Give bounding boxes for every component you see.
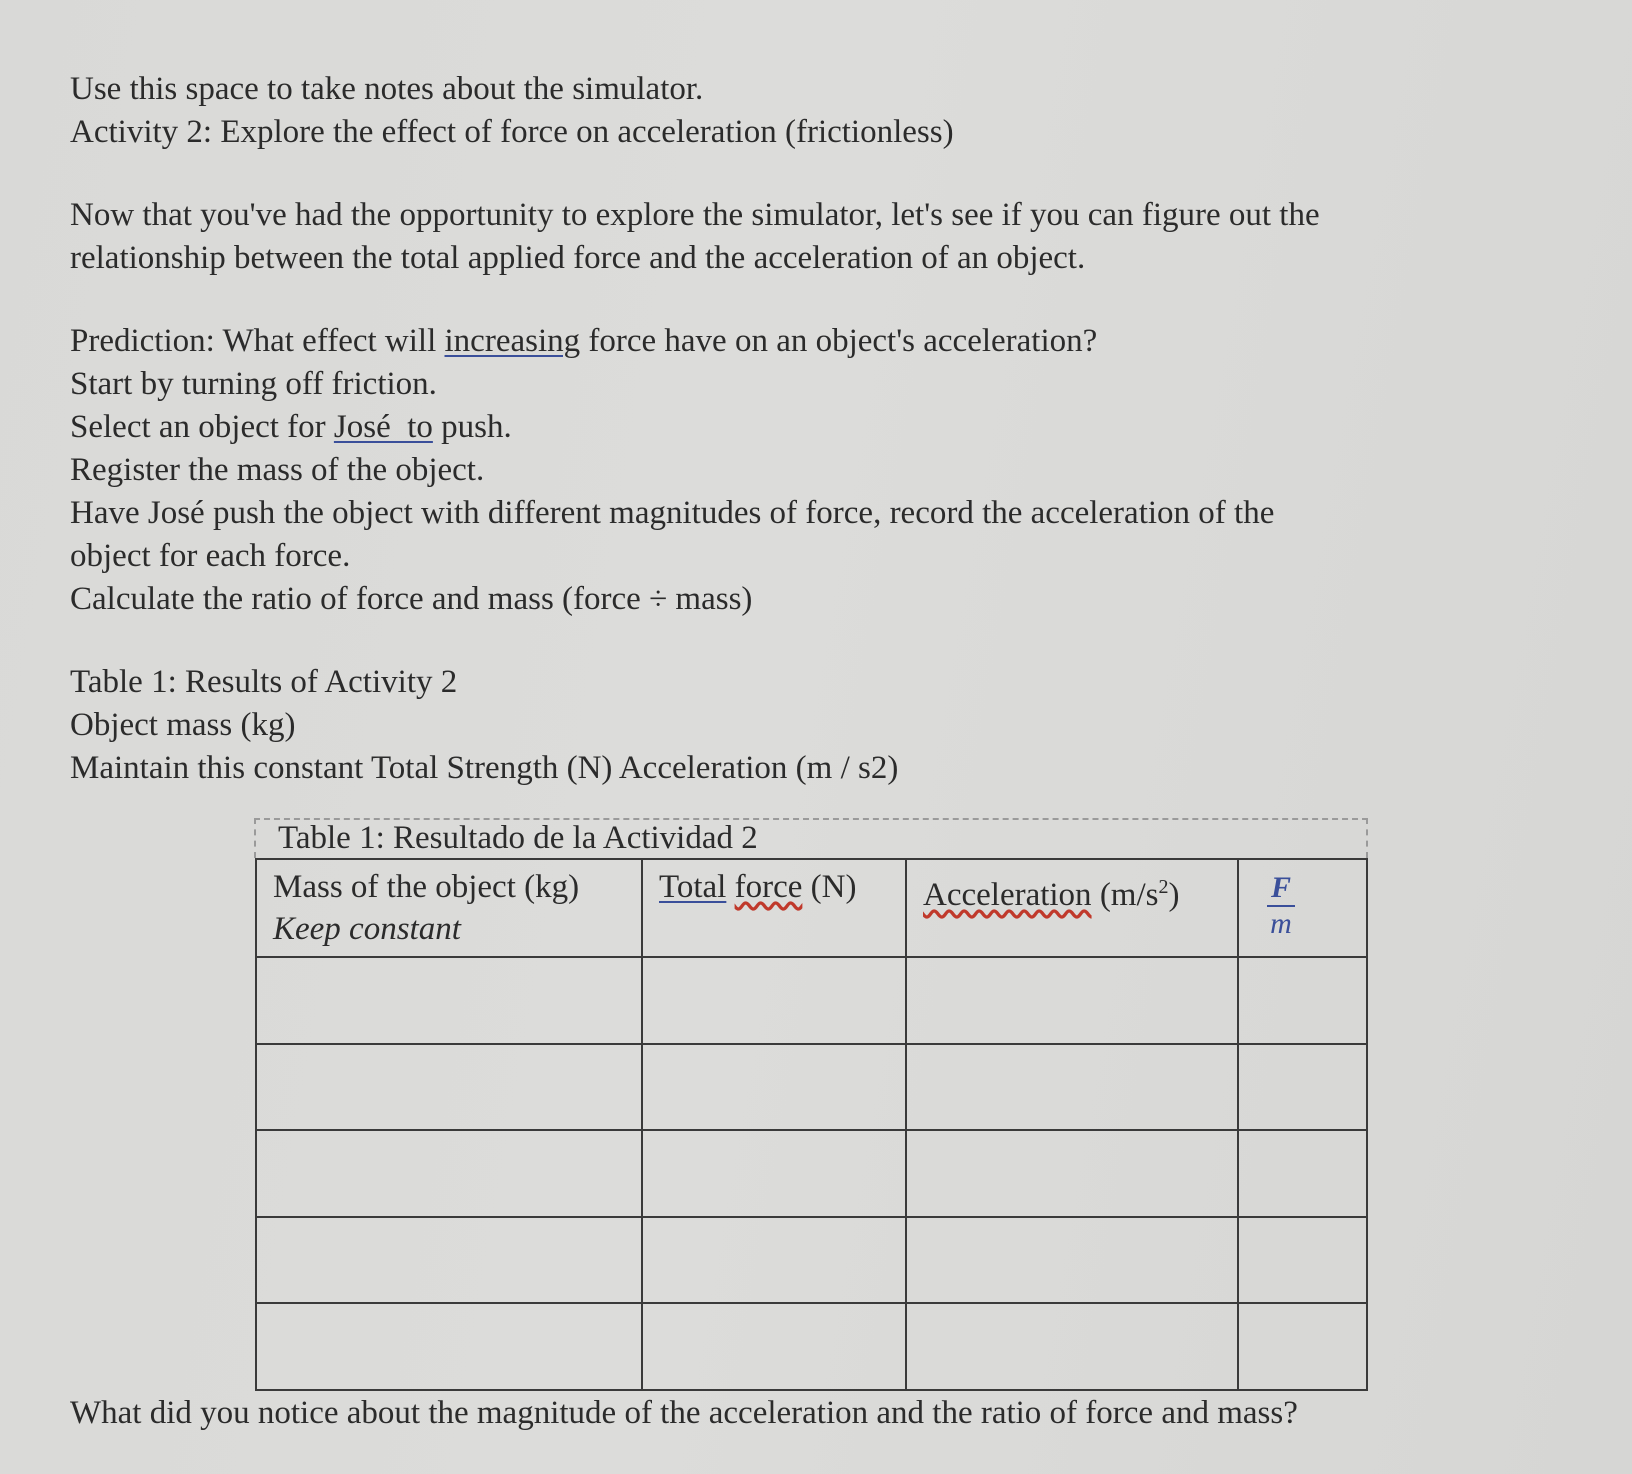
force-cell[interactable] <box>642 1130 906 1217</box>
ratio-cell[interactable] <box>1238 1217 1367 1304</box>
table-row <box>256 1217 1367 1304</box>
mass-cell[interactable] <box>256 1044 642 1131</box>
push-step-line-2: object for each force. <box>70 538 351 574</box>
table-caption-box <box>254 818 1368 858</box>
mass-cell[interactable] <box>256 1130 642 1217</box>
register-step: Register the mass of the object. <box>70 452 485 488</box>
ratio-cell[interactable] <box>1238 957 1367 1044</box>
prediction-line: Prediction: What effect will increasing force have on an object's acceleration? <box>70 323 1098 359</box>
friction-step: Start by turning off friction. <box>70 366 437 402</box>
table-notes-maintain: Maintain this constant Total Strength (N) Acceleration (m / s2) <box>70 750 899 786</box>
force-cell[interactable] <box>642 1303 906 1390</box>
mass-cell[interactable] <box>256 1217 642 1304</box>
activity-title: Activity 2: Explore the effect of force on acceleration (frictionless) <box>70 114 954 150</box>
header-force: Total force (N) <box>642 859 906 957</box>
select-step: Select an object for José to push. <box>70 409 512 445</box>
select-underlined: José to <box>333 409 433 445</box>
table-header-row <box>256 859 1367 957</box>
acceleration-cell[interactable] <box>906 1044 1238 1131</box>
acceleration-cell[interactable] <box>906 1217 1238 1304</box>
question-text: What did you notice about the magnitude of the acceleration and the ratio of force and mass? <box>70 1395 1298 1431</box>
table-row <box>256 957 1367 1044</box>
acceleration-cell[interactable] <box>906 1303 1238 1390</box>
table-notes-object-mass: Object mass (kg) <box>70 707 296 743</box>
acceleration-cell[interactable] <box>906 1130 1238 1217</box>
force-cell[interactable] <box>642 1044 906 1131</box>
push-step-line-1: Have José push the object with different magnitudes of force, record the acceleration of the <box>70 495 1275 531</box>
table-row <box>256 1044 1367 1131</box>
header-ratio <box>1238 859 1367 957</box>
header-mass-note: Keep constant <box>273 911 461 947</box>
header-mass: Mass of the object (kg) Keep constant <box>256 859 642 957</box>
acceleration-cell[interactable] <box>906 957 1238 1044</box>
results-table <box>255 858 1368 1391</box>
mass-cell[interactable] <box>256 957 642 1044</box>
table-notes-title: Table 1: Results of Activity 2 <box>70 664 458 700</box>
force-cell[interactable] <box>642 957 906 1044</box>
paragraph-line-1: Now that you've had the opportunity to explore the simulator, let's see if you can figure out the <box>70 197 1320 233</box>
table-row <box>256 1303 1367 1390</box>
calculate-step: Calculate the ratio of force and mass (force ÷ mass) <box>70 581 753 617</box>
prediction-underlined: increasing <box>444 323 581 359</box>
force-cell[interactable] <box>642 1217 906 1304</box>
ratio-cell[interactable] <box>1238 1303 1367 1390</box>
force-over-mass-fraction: $\frac{F}{m}$ <box>1267 871 1295 941</box>
ratio-cell[interactable] <box>1238 1130 1367 1217</box>
mass-cell[interactable] <box>256 1303 642 1390</box>
table-caption: Table 1: Resultado de la Actividad 2 <box>278 820 758 856</box>
paragraph-line-2: relationship between the total applied force and the acceleration of an object. <box>70 240 1086 276</box>
document-body <box>70 68 1570 790</box>
header-acceleration: Acceleration $(m/s^2)$ <box>906 859 1238 957</box>
ratio-cell[interactable] <box>1238 1044 1367 1131</box>
table-row <box>256 1130 1367 1217</box>
notes-intro: Use this space to take notes about the simulator. <box>70 71 704 107</box>
